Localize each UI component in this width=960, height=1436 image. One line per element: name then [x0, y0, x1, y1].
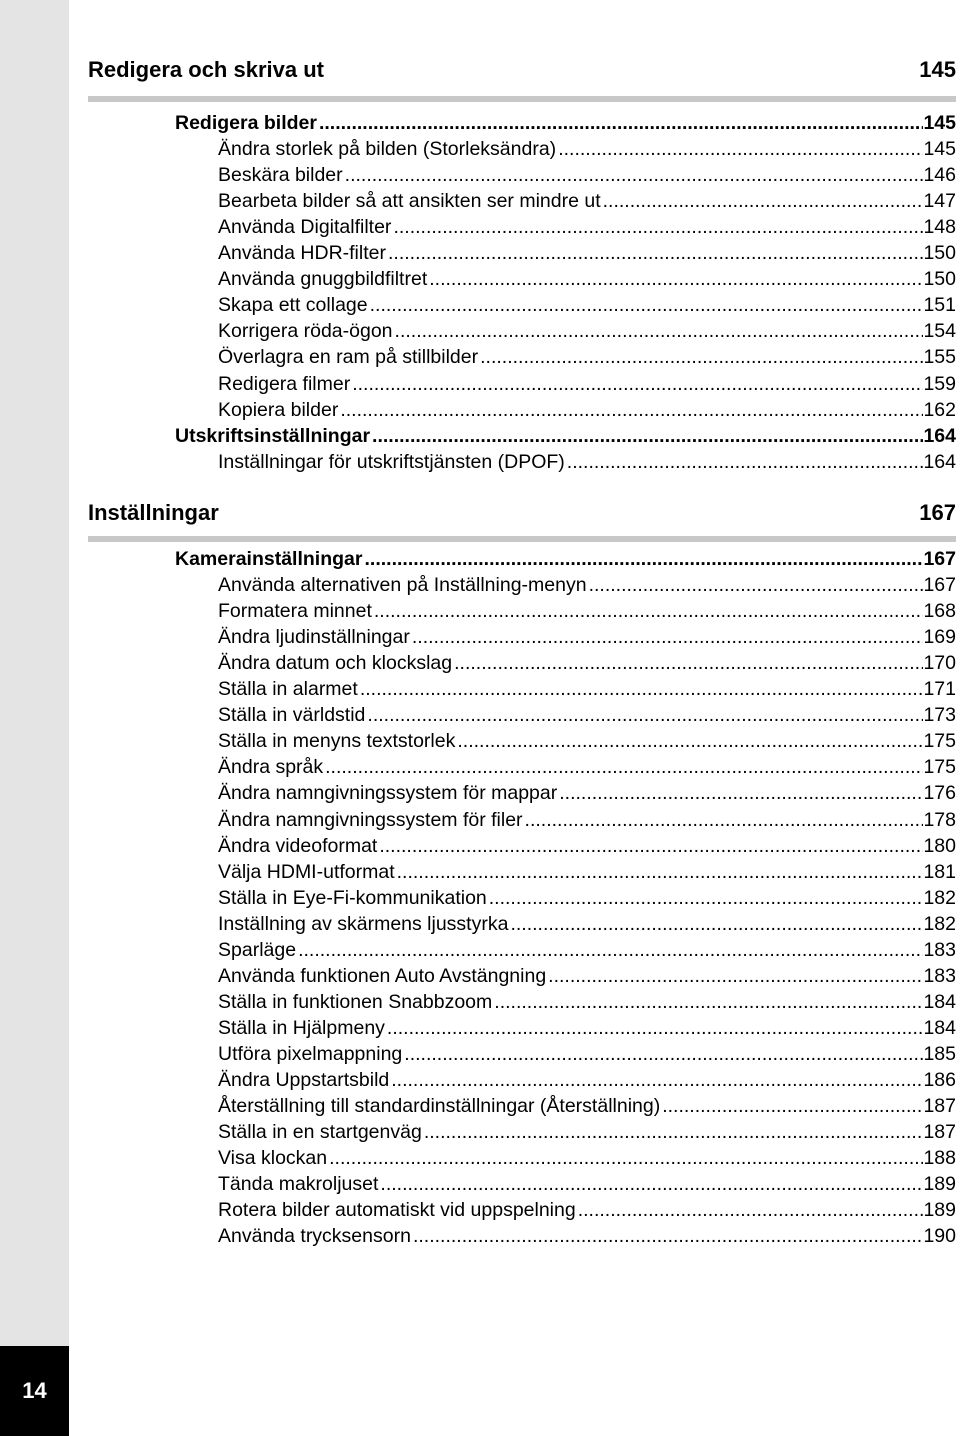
toc-entry[interactable] — [218, 188, 956, 214]
toc-entry-page: 167 — [923, 548, 956, 570]
dot-leader — [557, 780, 923, 806]
toc-entry[interactable] — [218, 859, 956, 885]
dot-leader — [411, 1223, 924, 1249]
section-heading[interactable] — [88, 53, 956, 87]
dot-leader — [385, 1015, 924, 1041]
section-divider — [88, 536, 956, 542]
toc-entry-page: 181 — [923, 860, 956, 883]
toc-entry-page: 183 — [923, 938, 956, 961]
toc-entry[interactable] — [218, 650, 956, 676]
toc-entry-page: 151 — [923, 294, 956, 317]
dot-leader — [323, 754, 923, 780]
toc-entry-page: 145 — [923, 138, 956, 161]
toc-entry[interactable] — [218, 885, 956, 911]
toc-entry-page: 182 — [923, 886, 956, 909]
dot-leader — [452, 650, 923, 676]
toc-entry-label: Ändra storlek på bilden (Storleksändra) — [218, 138, 557, 161]
toc-entry-page: 159 — [923, 372, 956, 395]
dot-leader — [427, 266, 923, 292]
toc-entry-page: 150 — [923, 268, 956, 291]
toc-entry-page: 184 — [923, 1016, 956, 1039]
toc-entry-page: 173 — [923, 704, 956, 727]
toc-entry[interactable] — [218, 911, 956, 937]
section-title: Inställningar — [88, 500, 219, 525]
toc-entry-label: Ändra ljudinställningar — [218, 626, 410, 649]
toc-entry-label: Ändra språk — [218, 756, 324, 779]
toc-entry[interactable] — [218, 162, 956, 188]
toc-entry-page: 155 — [923, 346, 956, 369]
toc-entry-label: Tända makroljuset — [218, 1173, 379, 1196]
dot-leader — [327, 1145, 923, 1171]
dot-leader — [296, 937, 923, 963]
section-title: Redigera och skriva ut — [88, 57, 324, 82]
toc-entry[interactable] — [218, 397, 956, 423]
dot-leader — [386, 240, 923, 266]
toc-entry-page: 175 — [923, 756, 956, 779]
side-margin-bar — [0, 0, 69, 1436]
toc-entry[interactable] — [218, 780, 956, 806]
toc-entry-label: Kamerainställningar — [175, 548, 363, 570]
toc-entry-page: 162 — [923, 398, 956, 421]
toc-entry-label: Använda HDR-filter — [218, 242, 386, 265]
toc-entry-page: 145 — [923, 112, 956, 134]
toc-entry-page: 187 — [923, 1095, 956, 1118]
toc-entry[interactable] — [218, 833, 956, 859]
toc-entry[interactable] — [218, 963, 956, 989]
dot-leader — [508, 911, 923, 937]
toc-entry-label: Korrigera röda-ögon — [218, 320, 393, 343]
toc-entry-page: 186 — [923, 1069, 956, 1091]
dot-leader — [343, 162, 924, 188]
toc-entry-page: 189 — [923, 1199, 956, 1222]
dot-leader — [378, 1171, 923, 1197]
dot-leader — [365, 702, 923, 728]
toc-entry-page: 169 — [923, 626, 956, 649]
toc-entry-page: 187 — [923, 1121, 956, 1144]
toc-entry-label: Överlagra en ram på stillbilder — [218, 346, 479, 369]
dot-leader — [455, 728, 923, 754]
toc-entry-label: Beskära bilder — [218, 164, 343, 187]
toc-entry[interactable] — [218, 136, 956, 162]
toc-entry-page: 146 — [923, 164, 956, 187]
toc-entry[interactable] — [218, 1093, 956, 1119]
toc-entry[interactable] — [218, 318, 956, 344]
toc-entry[interactable] — [218, 1197, 956, 1223]
dot-leader — [492, 989, 923, 1015]
toc-entry-page: 183 — [923, 964, 956, 987]
dot-leader — [391, 214, 923, 240]
dot-leader — [523, 807, 924, 833]
toc-entry-page: 178 — [923, 808, 956, 831]
dot-leader — [587, 572, 924, 598]
toc-entry-label: Använda gnuggbildfiltret — [218, 268, 428, 291]
dot-leader — [660, 1093, 923, 1119]
toc-entry[interactable] — [218, 676, 956, 702]
toc-entry-label: Återställning till standardinställningar (Återställning) — [218, 1095, 661, 1118]
toc-entry-label: Ändra videoformat — [218, 834, 378, 857]
toc-entry-label: Ställa in alarmet — [218, 678, 358, 701]
toc-entry-page: 185 — [923, 1042, 956, 1065]
section-page: 167 — [919, 500, 956, 525]
toc-entry-page: 147 — [923, 190, 956, 213]
toc-entry[interactable] — [218, 344, 956, 370]
toc-entry[interactable] — [218, 1041, 956, 1067]
toc-entry-label: Sparläge — [218, 938, 297, 961]
toc-entry-label: Ställa in funktionen Snabbzoom — [218, 990, 493, 1013]
dot-leader — [478, 344, 923, 370]
toc-entry-page: 184 — [923, 990, 956, 1013]
toc-entry[interactable] — [218, 624, 956, 650]
dot-leader — [368, 292, 924, 318]
toc-entry-label: Använda Digitalfilter — [218, 216, 392, 239]
dot-leader — [402, 1041, 923, 1067]
toc-entry[interactable] — [218, 807, 956, 833]
toc-entry[interactable] — [218, 1171, 956, 1197]
toc-entry-page: 164 — [923, 424, 956, 447]
toc-entry-label: Använda alternativen på Inställning-menyn — [218, 574, 587, 597]
section-page: 145 — [919, 57, 956, 82]
dot-leader — [317, 110, 923, 136]
toc-entry-label: Utföra pixelmappning — [218, 1042, 403, 1065]
toc-entry-page: 180 — [923, 834, 956, 857]
toc-entry-page: 148 — [923, 216, 956, 239]
dot-leader — [601, 188, 924, 214]
dot-leader — [395, 859, 924, 885]
toc-entry-page: 176 — [923, 782, 956, 805]
dot-leader — [372, 598, 924, 624]
toc-chapter-entry[interactable] — [175, 546, 956, 572]
toc-entry-label: Använda trycksensorn — [218, 1225, 411, 1248]
toc-entry-label: Redigera bilder — [175, 112, 317, 134]
toc-entry-label: Inställning av skärmens ljusstyrka — [218, 912, 509, 935]
toc-entry[interactable] — [218, 266, 956, 292]
toc-entry-label: Ändra datum och klockslag — [218, 652, 453, 675]
toc-entry-label: Ställa in Eye-Fi-kommunikation — [218, 886, 487, 909]
toc-entry-label: Formatera minnet — [218, 600, 372, 623]
toc-entry[interactable] — [218, 240, 956, 266]
toc-entry-page: 154 — [923, 320, 956, 343]
toc-entry-label: Redigera filmer — [218, 372, 351, 395]
section-heading[interactable] — [88, 496, 956, 530]
dot-leader — [362, 546, 923, 572]
dot-leader — [576, 1197, 924, 1223]
toc-entry-page: 150 — [923, 242, 956, 265]
dot-leader — [410, 624, 924, 650]
toc-entry-page: 168 — [923, 600, 956, 623]
toc-entry[interactable] — [218, 754, 956, 780]
dot-leader — [546, 963, 923, 989]
dot-leader — [350, 371, 923, 397]
toc-entry-label: Kopiera bilder — [218, 398, 339, 421]
dot-leader — [487, 885, 924, 911]
toc-entry-label: Ändra namngivningssystem för filer — [218, 808, 523, 831]
toc-entry[interactable] — [218, 214, 956, 240]
toc-entry[interactable] — [218, 989, 956, 1015]
toc-entry[interactable] — [218, 702, 956, 728]
dot-leader — [393, 318, 924, 344]
toc-entry-page: 182 — [923, 912, 956, 935]
toc-entry-page: 189 — [923, 1173, 956, 1196]
toc-entry-page: 170 — [923, 652, 956, 675]
dot-leader — [370, 423, 923, 449]
toc-entry[interactable] — [218, 1067, 956, 1093]
toc-entry-label: Välja HDMI-utformat — [218, 860, 395, 883]
toc-entry-label: Ställa in Hjälpmeny — [218, 1016, 385, 1039]
toc-entry[interactable] — [218, 598, 956, 624]
toc-entry-label: Ändra namngivningssystem för mappar — [218, 782, 558, 805]
toc-entry-label: Ställa in världstid — [218, 704, 366, 727]
dot-leader — [565, 449, 924, 475]
section-divider — [88, 96, 956, 102]
toc-entry-page: 167 — [923, 574, 956, 597]
toc-entry-label: Ändra Uppstartsbild — [218, 1069, 390, 1091]
toc-entry-label: Rotera bilder automatiskt vid uppspelning — [218, 1199, 576, 1222]
toc-entry[interactable] — [218, 371, 956, 397]
dot-leader — [358, 676, 924, 702]
toc-entry[interactable] — [218, 1223, 956, 1249]
toc-entry-page: 190 — [923, 1225, 956, 1248]
dot-leader — [338, 397, 923, 423]
toc-entry-label: Skapa ett collage — [218, 294, 368, 317]
toc-entry[interactable] — [218, 292, 956, 318]
toc-entry-label: Bearbeta bilder så att ansikten ser mindre ut — [218, 190, 601, 213]
toc-entry-page: 188 — [923, 1147, 956, 1170]
toc-entry-page: 171 — [923, 678, 956, 701]
page-number-tab — [0, 1346, 69, 1436]
toc-chapter-entry[interactable] — [175, 423, 956, 449]
toc-entry[interactable] — [218, 1119, 956, 1145]
toc-entry[interactable] — [218, 1015, 956, 1041]
dot-leader — [389, 1067, 923, 1093]
dot-leader — [422, 1119, 924, 1145]
toc-entry-label: Ställa in en startgenväg — [218, 1121, 422, 1144]
toc-entry[interactable] — [218, 1145, 956, 1171]
toc-chapter-entry[interactable] — [175, 110, 956, 136]
toc-entry-label: Ställa in menyns textstorlek — [218, 730, 456, 753]
toc-entry[interactable] — [218, 572, 956, 598]
toc-entry-label: Använda funktionen Auto Avstängning — [218, 964, 547, 987]
toc-entry-page: 164 — [923, 450, 956, 473]
toc-entry[interactable] — [218, 728, 956, 754]
dot-leader — [377, 833, 923, 859]
toc-entry-label: Visa klockan — [218, 1147, 328, 1170]
toc-entry-label: Inställningar för utskriftstjänsten (DPOF) — [218, 450, 565, 473]
toc-entry-label: Utskriftsinställningar — [175, 424, 371, 447]
dot-leader — [556, 136, 923, 162]
page-number: 14 — [22, 1378, 47, 1403]
toc-entry[interactable] — [218, 449, 956, 475]
toc-entry-page: 175 — [923, 730, 956, 753]
toc-entry[interactable] — [218, 937, 956, 963]
